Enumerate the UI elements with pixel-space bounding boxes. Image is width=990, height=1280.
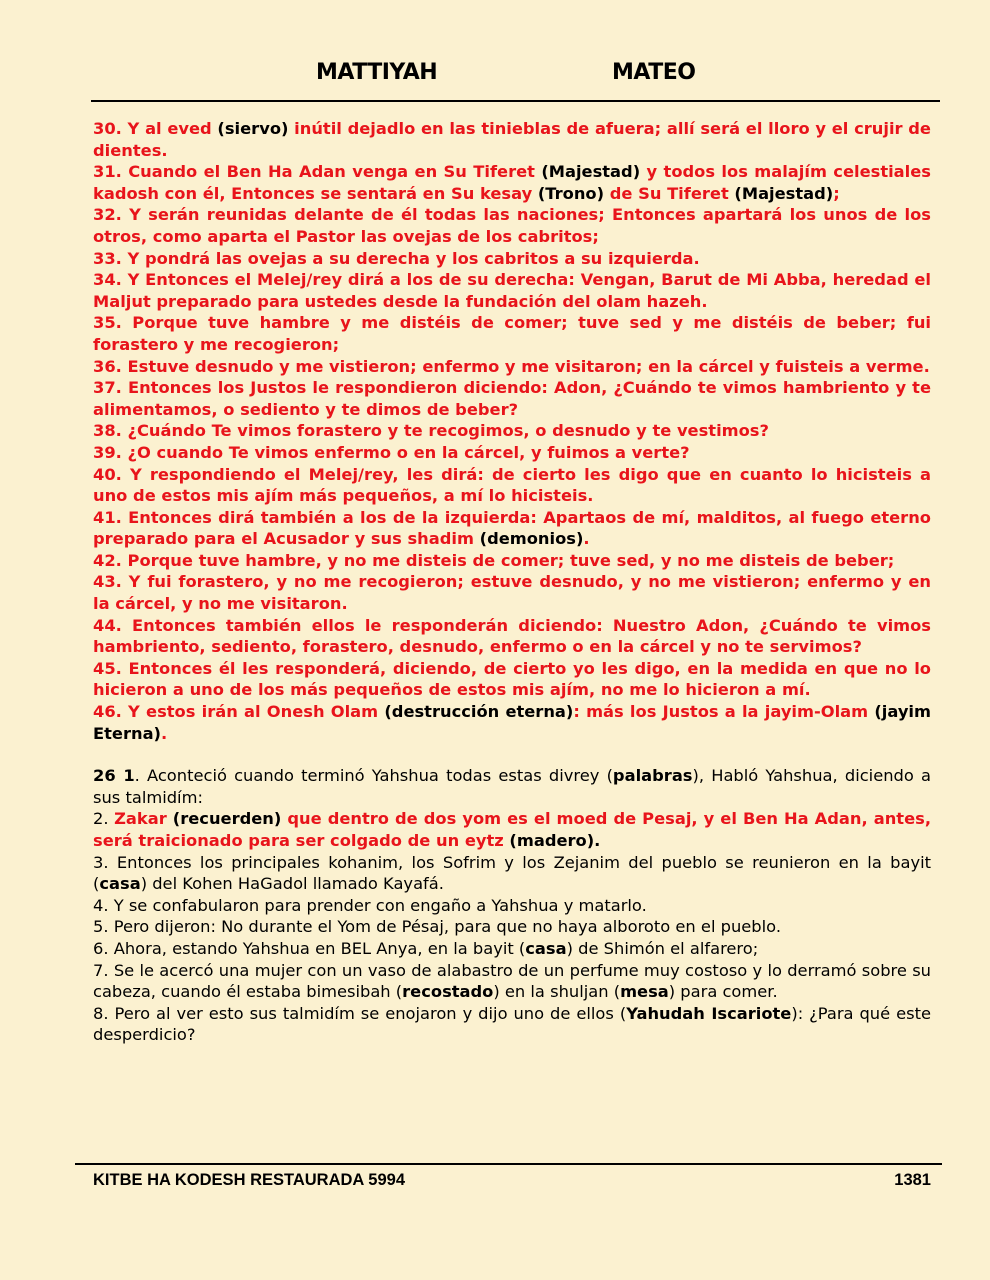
verse xyxy=(93,852,931,895)
verse-text-red: 37. Entonces los Justos le respondieron diciendo: Adon, ¿Cuándo te vimos hambriento y te alimentamos, o sediento y te dimos de beber? xyxy=(93,378,931,419)
verse-text-bold: casa xyxy=(99,874,141,894)
verse xyxy=(93,1003,931,1046)
verse-text-red: inútil dejadlo en las tinieblas de afuera; allí será el lloro y el crujir de dientes. xyxy=(93,119,931,160)
verse-text-red: . xyxy=(583,529,590,549)
verse xyxy=(93,464,931,507)
verse xyxy=(93,808,931,851)
verse-text: ): ¿Para qué este desperdicio? xyxy=(93,1003,932,1045)
verse-text-red: 46. Y estos irán al Onesh Olam xyxy=(93,702,385,722)
verse xyxy=(93,161,931,204)
verse-text-red: de Su Tiferet xyxy=(604,183,735,203)
verse-text-bold: casa xyxy=(525,938,567,958)
verse-text-bold: (madero). xyxy=(509,831,601,850)
verse xyxy=(93,916,931,938)
verses-chapter-26 xyxy=(93,765,931,1046)
verse-text-bold: (recuerden) xyxy=(172,809,282,829)
verse-text-red: 39. ¿O cuando Te vimos enfermo o en la cárcel, y fuimos a verte? xyxy=(93,442,690,462)
verse-text-red: 42. Porque tuve hambre, y no me disteis de comer; tuve sed, y no me disteis de beber; xyxy=(93,550,895,570)
verse-text: ) del Kohen HaGadol llamado Kayafá. xyxy=(140,874,444,894)
verse-text: ) de Shimón el alfarero; xyxy=(566,938,759,958)
verse xyxy=(93,895,931,917)
verse-text: 6. Ahora, estando Yahshua en BEL Anya, en la bayit ( xyxy=(93,938,526,958)
verse-text-bold: (demonios) xyxy=(479,529,584,549)
verse xyxy=(93,938,931,960)
verse-text-bold: (Trono) xyxy=(537,183,605,203)
verse-text: 4. Y se confabularon para prender con engaño a Yahshua y matarlo. xyxy=(93,895,647,915)
verse-text-bold: Yahudah Iscariote xyxy=(626,1003,792,1023)
verse-text-bold: 26 1 xyxy=(93,766,135,786)
verse-text-red: 44. Entonces también ellos le responderán diciendo: Nuestro Adon, ¿Cuándo te vimos hambriento, sediento, forastero, desnudo, enfermo o en la cárcel y no te servimos? xyxy=(93,615,931,657)
verse-text-red: 38. ¿Cuándo Te vimos forastero y te recogimos, o desnudo y te vestimos? xyxy=(93,421,769,441)
verse xyxy=(93,420,931,442)
verse-text-bold: palabras xyxy=(612,766,693,786)
verse-text-red: que dentro de dos yom es el moed de Pesaj, y el Ben Ha Adan, antes, será traicionado para ser colgado de un eytz xyxy=(93,809,932,850)
verse-text: ) para comer. xyxy=(668,982,778,1002)
verse-text: 2. xyxy=(93,809,115,829)
verse-text-red: . xyxy=(161,723,168,743)
verse xyxy=(93,442,931,464)
verse xyxy=(93,571,931,614)
footer-book-title: KITBE HA KODESH RESTAURADA 5994 xyxy=(93,1171,406,1189)
verse-text-red: 31. Cuando el Ben Ha Adan venga en Su Tiferet xyxy=(93,162,542,182)
running-footer xyxy=(93,1171,931,1193)
verse xyxy=(93,765,931,808)
verse xyxy=(93,550,931,572)
verse-text: 8. Pero al ver esto sus talmidím se enojaron y dijo uno de ellos ( xyxy=(93,1003,627,1023)
verse-text-red: 33. Y pondrá las ovejas a su derecha y los cabritos a su izquierda. xyxy=(93,248,700,268)
verse-text-red: 36. Estuve desnudo y me vistieron; enfermo y me visitaron; en la cárcel y fuisteis a verme. xyxy=(93,356,930,376)
verse-text-red: y todos los malajím celestiales kadosh con él, Entonces se sentará en Su kesay xyxy=(93,162,931,203)
verse xyxy=(93,658,931,701)
header-rule xyxy=(91,100,940,102)
verse xyxy=(93,118,931,161)
verse xyxy=(93,248,931,270)
verses-chapter-25 xyxy=(93,118,931,744)
verse-text: 7. Se le acercó una mujer con un vaso de alabastro de un perfume muy costoso y lo derramó sobre su cabeza, cuando él estaba bimesibah ( xyxy=(93,960,931,1002)
verse-text-bold: (jayim Eterna) xyxy=(93,702,931,743)
page-number: 1381 xyxy=(894,1171,931,1189)
verse-text-red: 35. Porque tuve hambre y me distéis de comer; tuve sed y me distéis de beber; fui forastero y me recogieron; xyxy=(93,313,931,354)
verse-text-red: 41. Entonces dirá también a los de la izquierda: Apartaos de mí, malditos, al fuego eterno preparado para el Acusador y sus shadim xyxy=(93,507,931,549)
verse xyxy=(93,507,931,550)
verse-text-red: 40. Y respondiendo el Melej/rey, les dirá: de cierto les digo que en cuanto lo hicisteis a uno de estos mis ajím más pequeños, a mí lo hicisteis. xyxy=(93,464,931,506)
header-title-hebrew: MATTIYAH xyxy=(316,60,438,85)
verse-text-red: ; xyxy=(833,183,840,203)
verse xyxy=(93,356,931,378)
header-title-spanish: MATEO xyxy=(612,60,696,85)
verse-text-red: : más los Justos a la jayim-Olam xyxy=(573,702,875,722)
verse xyxy=(93,701,931,744)
verse-text-bold: (destrucción eterna) xyxy=(384,702,574,722)
verse xyxy=(93,204,931,247)
verse-text: 5. Pero dijeron: No durante el Yom de Pésaj, para que no haya alboroto en el pueblo. xyxy=(93,917,782,937)
verse-text: ), Habló Yahshua, diciendo a sus talmidím: xyxy=(93,766,931,807)
text-body xyxy=(93,118,931,1046)
verse xyxy=(93,312,931,355)
verse xyxy=(93,615,931,658)
verse-text-bold: (siervo) xyxy=(217,119,289,138)
verse xyxy=(93,377,931,420)
verse-text-red: 45. Entonces él les responderá, diciendo, de cierto yo les digo, en la medida en que no lo hicieron a uno de los más pequeños de estos mis ajím, no me lo hicieron a mí. xyxy=(93,658,931,700)
running-header xyxy=(0,58,990,90)
verse-text-red: 43. Y fui forastero, y no me recogieron; estuve desnudo, y no me vistieron; enfermo y en la cárcel, y no me visitaron. xyxy=(93,572,931,614)
footer-rule xyxy=(75,1163,942,1165)
verse xyxy=(93,269,931,312)
verse-text-bold: mesa xyxy=(620,982,669,1002)
verse-text-bold: recostado xyxy=(402,982,494,1002)
verse-text: ) en la shuljan ( xyxy=(493,982,621,1002)
verse-text-bold: (Majestad) xyxy=(734,183,834,203)
verse-text-red: 34. Y Entonces el Melej/rey dirá a los de su derecha: Vengan, Barut de Mi Abba, heredad el Maljut preparado para ustedes desde la fundación del olam hazeh. xyxy=(93,270,931,311)
verse xyxy=(93,960,931,1003)
verse-text: . Aconteció cuando terminó Yahshua todas estas divrey ( xyxy=(134,766,613,786)
verse-text-red: Zakar xyxy=(114,809,173,829)
verse-text-red: 32. Y serán reunidas delante de él todas las naciones; Entonces apartará los unos de los otros, como aparta el Pastor las ovejas de los cabritos; xyxy=(93,205,931,246)
verse-text: 3. Entonces los principales kohanim, los Sofrim y los Zejanim del pueblo se reunieron en la bayit ( xyxy=(93,852,931,894)
verse-text-bold: (Majestad) xyxy=(541,162,641,182)
paragraph-gap xyxy=(93,744,931,765)
verse-text-red: 30. Y al eved xyxy=(93,119,218,138)
